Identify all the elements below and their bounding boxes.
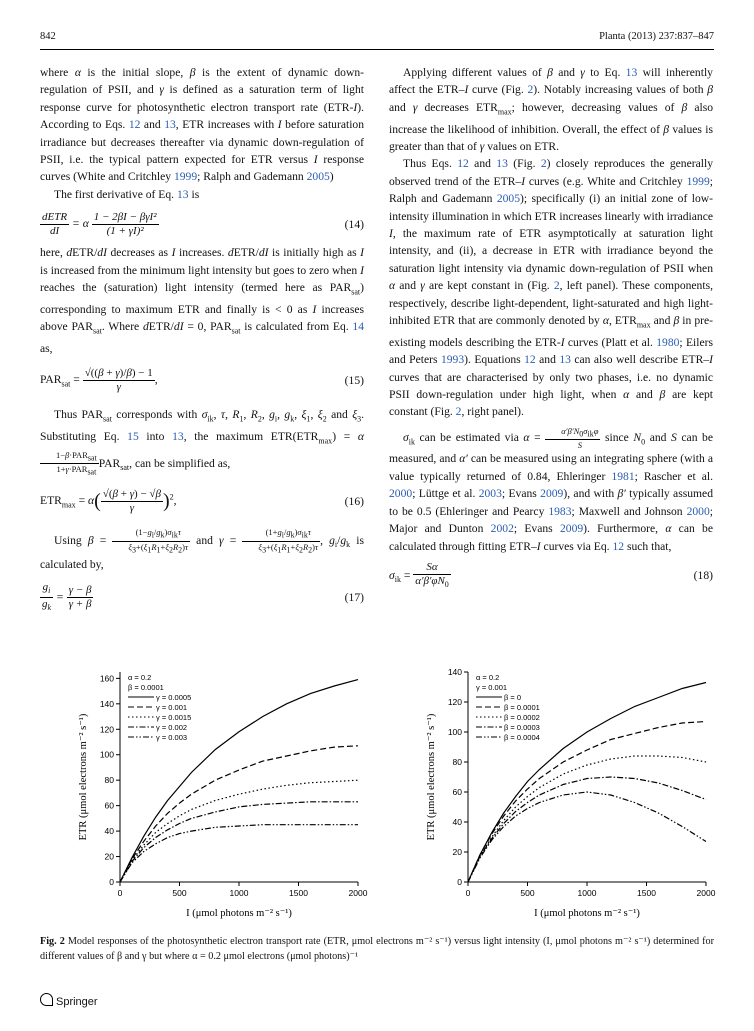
y-tick-label: 20 [104, 851, 114, 862]
publisher-footer [40, 993, 98, 1008]
citation-link[interactable]: 2000 [686, 504, 710, 518]
legend-entry: γ = 0.002 [156, 723, 188, 732]
x-tick-label: 500 [172, 888, 187, 898]
legend-header: α = 0.2 [128, 673, 152, 682]
figure-2-right-panel [388, 660, 718, 925]
equation-number: (18) [693, 569, 713, 583]
figure-link[interactable]: 2 [527, 83, 534, 97]
y-tick-label: 160 [99, 673, 114, 684]
equation-16: $ETR_{max} = \alpha$( $\frac{√(\beta + \gamma) - √\beta}{\gamma}$ )$^2$, (16) [40, 488, 364, 515]
x-axis-label: I (μmol photons m⁻² s⁻¹) [534, 908, 640, 919]
figure-link[interactable]: 2 [553, 279, 560, 293]
page-number: 842 [40, 31, 56, 42]
equation-17: $\frac{g_i}{g_k}$ = $\frac{\gamma - \beta}{\gamma + \beta}$ (17) [42, 580, 364, 613]
left-paragraph-5: Using β = $\frac{(1-g_i/g_k)\sigma_{ik}\tau}{\xi_3+(\xi_1R_1+\xi_2R_2)\tau}$ and γ = $\frac{(1+g_i/g_k)\sigma_{ik}\tau}{\xi_3+(\xi_1R_1+\xi_2R_2)\tau}$ , $g_i/g_k$ is calculated by, [40, 527, 365, 571]
right-paragraph-1: Applying different values of β and γ to Eq. 13 will inherently affect the ETR–I curve (Fig. 2). Notably increasing values of both β and γ decreases $ETR_{max}$; however, decreasing values of β also increase the likelihood of inhibition. Overall, the effect of β values is greater than that of γ values on ETR. [389, 66, 714, 153]
x-tick-label: 1500 [289, 888, 308, 898]
legend-entry: β = 0 [504, 693, 522, 702]
springer-logo-icon [40, 993, 53, 1006]
series-line [468, 777, 706, 882]
citation-link[interactable]: 2009 [540, 487, 564, 501]
equation-14: $\frac{\text{dETR}}{dI}$ = α $\frac{\text{1 − 2βI − βγI²}}{\text{(1 + γI)²}}$ (14) [42, 211, 364, 238]
eq-link[interactable]: 14 [352, 320, 365, 334]
citation-link[interactable]: 1999 [686, 174, 710, 188]
series-line [120, 780, 358, 882]
eq-link[interactable]: 12 [524, 353, 536, 367]
legend-entry: β = 0.0002 [504, 713, 540, 722]
figure-caption-label: Fig. 2 [40, 936, 65, 947]
legend-entry: γ = 0.001 [156, 703, 188, 712]
citation-link[interactable]: 1981 [611, 469, 635, 483]
right-paragraph-3: $\sigma_{ik}$ can be estimated via α = $\frac{\alpha'\beta'N_0\sigma_{ik}\varphi}{S}$ since $N_0$ and S can be measured, and α′ can be measured using an integrating sphere (with a value typically returned of 0.84, Ehleringer 1981; Rascher et al. 2000; Lüttge et al. 2003; Evans 2009), and with β′ typically assumed to be 0.5 (Ehleringer and Pearcy 1983; Maxwell and Johnson 2000; Major and Dunton 2002; Evans 2009). Furthermore, α can be calculated through fitting ETR–I curves via Eq. 12 such that, [389, 425, 713, 553]
eq-link[interactable]: 13 [625, 66, 638, 79]
chart-right [388, 660, 718, 920]
x-tick-label: 1000 [229, 888, 249, 898]
figure-2-left-panel [40, 660, 370, 925]
equation-15: $PAR_{sat}$ = $\frac{√((\beta + \gamma)/\beta) - 1}{\gamma}$ , (15) [40, 367, 364, 394]
legend-header: β = 0.0001 [128, 683, 164, 692]
legend-entry: γ = 0.0005 [156, 693, 192, 702]
x-tick-label: 0 [465, 888, 471, 898]
equation-number: (15) [344, 374, 364, 388]
eq-link[interactable]: 13 [496, 157, 508, 171]
left-paragraph-4: Thus $PAR_{sat}$ corresponds with $\sigma_{ik}$, τ, $R_1$, $R_2$, $g_i$, $g_k$, $\xi_1$, $\xi_2$ and $\xi_3$. Substituting Eq. 15 into 13, the maximum $ETR(ETR_{max}) = \alpha$ $\frac{1-\beta\cdot PAR_{sat}}{1+\gamma\cdot PAR_{sat}}$ $PAR_{sat}$, can be simplified as, [40, 408, 365, 478]
citation-link[interactable]: 2009 [559, 522, 584, 536]
x-tick-label: 1000 [577, 888, 597, 898]
legend-entry: γ = 0.0015 [156, 713, 192, 722]
citation-link[interactable]: 2002 [490, 522, 514, 536]
x-tick-label: 1500 [637, 888, 656, 898]
y-tick-label: 60 [452, 787, 462, 797]
y-axis-label: ETR (μmol electrons m⁻² s⁻¹) [426, 713, 437, 841]
y-tick-label: 120 [447, 697, 462, 707]
legend-header: α = 0.2 [476, 673, 500, 682]
y-tick-label: 0 [109, 877, 114, 887]
series-line [120, 802, 358, 882]
left-paragraph-3: here, dETR/dI decreases as I increases. dETR/dI is initially high as I is increased from the minimum light intensity but goes to zero when I reaches the (saturation) light intensity (termed here as $PAR_{sat}$) corresponding to maximum ETR and finally is < 0 as I increases above $PAR_{sat}$. Where dETR/dI = 0, $PAR_{sat}$ is calculated from Eq. 14 as, [40, 246, 365, 355]
eq-link[interactable]: 12 [128, 118, 141, 132]
x-tick-label: 500 [520, 888, 535, 898]
legend-entry: γ = 0.003 [156, 733, 188, 742]
figure-caption-text: Model responses of the photosynthetic electron transport rate (ETR, μmol electrons m⁻² s⁻¹) versus light intensity (I, μmol photons m⁻² s⁻¹) determined for different values of β and γ but where α = 0.2 μmol electrons (μmol photons)⁻¹ [40, 936, 715, 962]
running-header: Planta (2013) 237:837–847 [599, 31, 714, 42]
equation-number: (17) [344, 590, 364, 604]
left-paragraph-1: where α is the initial slope, β is the extent of dynamic down-regulation of PSII, and γ is defined as a saturation term of light response curve for photosynthetic electron transport rate (ETR-I). According to Eqs. 12 and 13, ETR increases with I before saturation irradiance but decreases thereafter via dynamic down-regulation of PSII, i.e. the typical pattern expected for ETR versus I response curves (White and Critchley 1999; Ralph and Gademann 2005) [40, 66, 365, 184]
x-tick-label: 2000 [696, 888, 716, 898]
right-paragraph-2: Thus Eqs. 12 and 13 (Fig. 2) closely reproduces the generally observed trend of the ETR–I curves (e.g. White and Critchley 1999; Ralph and Gademann 2005); specifically (i) an initial zone of low-intensity illumination in which ETR increases linearly with irradiance I, the maximum rate of ETR asymptotically at saturation light intensity, and (ii), a decrease in ETR with irradiance beyond the saturation light intensity via dynamic down-regulation of PSII when α and γ are kept constant in (Fig. 2, left panel). These components, respectively, describe light-dependent, light-saturated and high light-inhibited ETR that are commonly denoted by α, $ETR_{max}$ and β in pre-existing models describing the ETR-I curves (Platt et al. 1980; Eilers and Peters 1993). Equations 12 and 13 can also well describe ETR–I curves that are characterised by only two phases, i.e. no dynamic PSII down-regulation under high light, when α and β are kept constant (Fig. 2, right panel). [389, 157, 713, 419]
equation-number: (14) [344, 218, 364, 232]
eq-link[interactable]: 13 [172, 430, 184, 444]
figure-link[interactable]: 2 [455, 405, 462, 419]
left-column [40, 64, 364, 620]
series-line [468, 756, 706, 882]
figure-link[interactable]: 2 [540, 157, 547, 171]
citation-link[interactable]: 1983 [548, 504, 572, 518]
citation-link[interactable]: 2005 [306, 170, 330, 184]
y-tick-label: 60 [104, 800, 114, 811]
citation-link[interactable]: 1993 [440, 353, 465, 367]
x-axis-label: I (μmol photons m⁻² s⁻¹) [186, 908, 292, 919]
citation-link[interactable]: 1980 [656, 335, 680, 349]
eq-link[interactable]: 13 [559, 353, 571, 367]
citation-link[interactable]: 2003 [478, 487, 502, 501]
eq-link[interactable]: 13 [164, 118, 176, 132]
legend-entry: β = 0.0003 [504, 723, 540, 732]
y-tick-label: 40 [104, 826, 114, 837]
eq-link[interactable]: 12 [457, 157, 469, 171]
y-tick-label: 100 [447, 727, 462, 737]
series-line [120, 746, 358, 882]
series-line [468, 792, 706, 882]
eq-link[interactable]: 13 [176, 187, 189, 201]
series-line [120, 825, 358, 882]
legend-header: γ = 0.001 [476, 683, 508, 692]
citation-link[interactable]: 1999 [173, 170, 198, 184]
y-tick-label: 40 [452, 817, 462, 827]
y-tick-label: 80 [452, 757, 462, 767]
y-tick-label: 20 [452, 847, 462, 857]
y-tick-label: 140 [99, 698, 114, 709]
chart-left [40, 660, 370, 920]
y-tick-label: 100 [99, 749, 114, 760]
eq-link[interactable]: 15 [127, 430, 139, 444]
equation-18: $\sigma_{ik}$ = $\frac{S\alpha}{\alpha'\beta'\varphi N_0}$ (18) [389, 560, 713, 590]
y-tick-label: 140 [447, 667, 462, 677]
y-tick-label: 0 [457, 877, 462, 887]
citation-link[interactable]: 2000 [389, 487, 413, 501]
legend-entry: β = 0.0004 [504, 733, 540, 742]
y-tick-label: 80 [104, 775, 114, 786]
series-line [468, 722, 706, 883]
equation-number: (16) [344, 494, 364, 508]
left-paragraph-2: The first derivative of Eq. 13 is [54, 187, 200, 201]
y-tick-label: 120 [99, 724, 114, 735]
right-column [389, 64, 713, 597]
eq-link[interactable]: 12 [612, 539, 625, 553]
x-tick-label: 0 [117, 888, 123, 898]
publisher-name: Springer [56, 996, 98, 1008]
figure-caption [40, 934, 714, 964]
citation-link[interactable]: 2005 [496, 192, 521, 206]
y-axis-label: ETR (μmol electrons m⁻² s⁻¹) [78, 713, 89, 841]
header-rule [40, 49, 714, 50]
legend-entry: β = 0.0001 [504, 703, 540, 712]
x-tick-label: 2000 [348, 888, 368, 898]
